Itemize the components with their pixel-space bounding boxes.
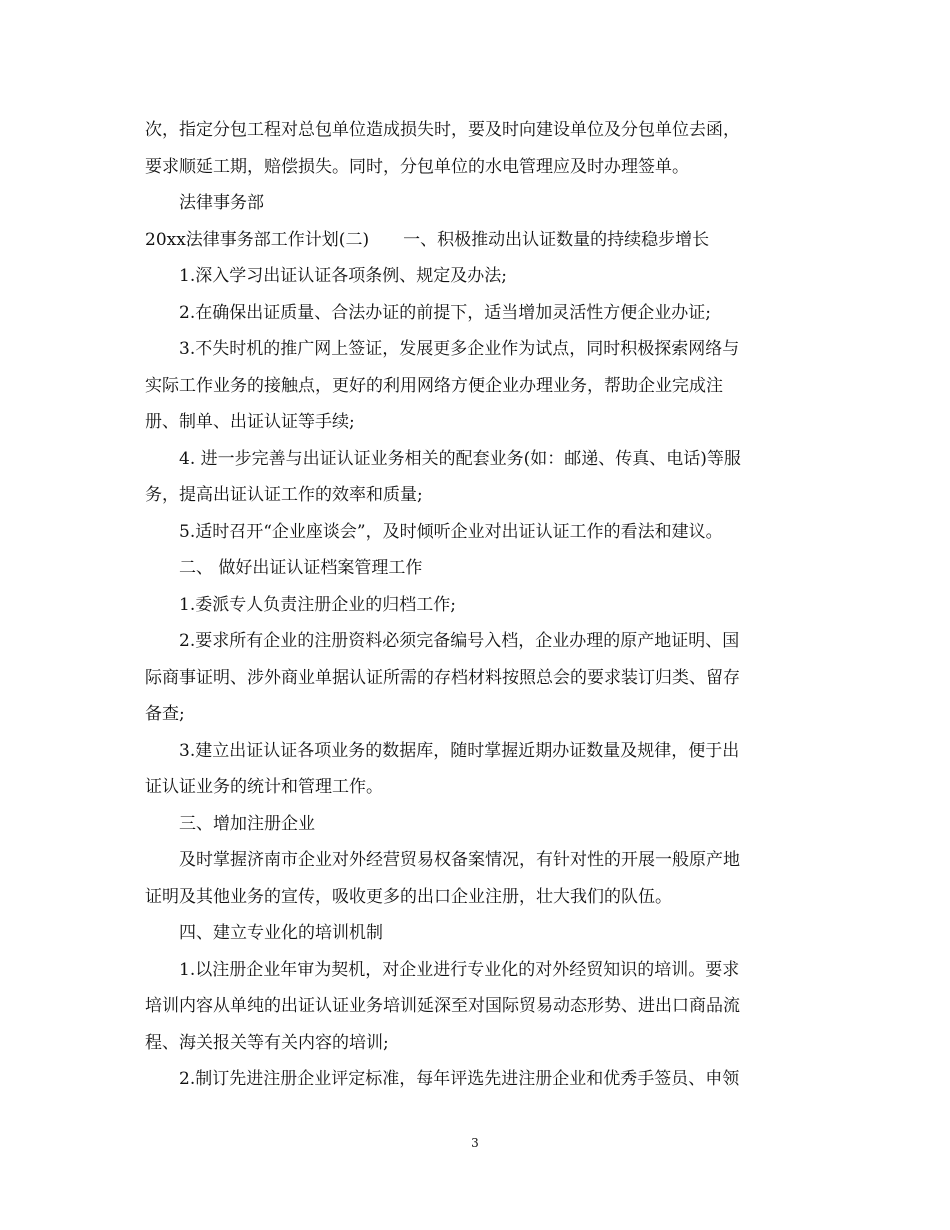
list-item: 1.委派专人负责注册企业的归档工作; xyxy=(179,594,456,615)
list-item: 1.深入学习出证认证各项条例、规定及办法; xyxy=(179,266,507,286)
paragraph-line: 及时掌握济南市企业对外经营贸易权备案情况，有针对性的开展一般原产地 xyxy=(179,850,740,870)
text-line: 培训内容从单纯的出证认证业务培训延深至对国际贸易动态形势、进出口商品流 xyxy=(145,996,740,1016)
text-line: 程、海关报关等有关内容的培训; xyxy=(145,1032,389,1053)
list-item: 1.以注册企业年审为契机，对企业进行专业化的对外经贸知识的培训。要求 xyxy=(179,959,740,980)
text-line: 证认证业务的统计和管理工作。 xyxy=(145,777,383,797)
text-line: 实际工作业务的接触点，更好的利用网络方便企业办理业务，帮助企业完成注 xyxy=(145,375,723,396)
text-line: 备查; xyxy=(145,704,185,724)
list-item: 2.在确保出证质量、合法办证的前提下，适当增加灵活性方便企业办证; xyxy=(179,302,711,323)
document-body xyxy=(145,112,810,1098)
list-item: 2.制订先进注册企业评定标准，每年评选先进注册企业和优秀手签员、申领 xyxy=(179,1069,740,1089)
text-line: 证明及其他业务的宣传，吸收更多的出口企业注册，壮大我们的队伍。 xyxy=(145,886,672,907)
list-item: 2.要求所有企业的注册资料必须完备编号入档，企业办理的原产地证明、国 xyxy=(179,631,740,651)
text-line: 要求顺延工期，赔偿损失。同时，分包单位的水电管理应及时办理签单。 xyxy=(145,156,689,177)
list-item: 5.适时召开“企业座谈会”，及时倾听企业对出证认证工作的看法和建议。 xyxy=(179,521,723,542)
section-heading: 二、 做好出证认证档案管理工作 xyxy=(179,558,423,578)
section-heading: 三、增加注册企业 xyxy=(179,813,315,834)
list-item: 3.不失时机的推广网上签证，发展更多企业作为试点，同时积极探索网络与 xyxy=(179,339,740,359)
list-item: 3.建立出证认证各项业务的数据库，随时掌握近期办证数量及规律，便于出 xyxy=(179,740,740,761)
page-number: 3 xyxy=(471,1136,479,1150)
section-heading: 四、建立专业化的培训机制 xyxy=(179,923,383,943)
list-item: 4. 进一步完善与出证认证业务相关的配套业务(如：邮递、传真、电话)等服 xyxy=(179,448,741,469)
text-line: 次，指定分包工程对总包单位造成损失时，要及时向建设单位及分包单位去函， xyxy=(145,120,740,140)
section-heading: 法律事务部 xyxy=(179,193,264,213)
text-line: 册、制单、出证认证等手续; xyxy=(145,412,355,432)
document-title-line: 20xx法律事务部工作计划(二) 一、积极推动出认证数量的持续稳步增长 xyxy=(145,229,710,250)
text-line: 际商事证明、涉外商业单据认证所需的存档材料按照总会的要求装订归类、留存 xyxy=(145,667,740,688)
text-line: 务，提高出证认证工作的效率和质量; xyxy=(145,485,423,505)
